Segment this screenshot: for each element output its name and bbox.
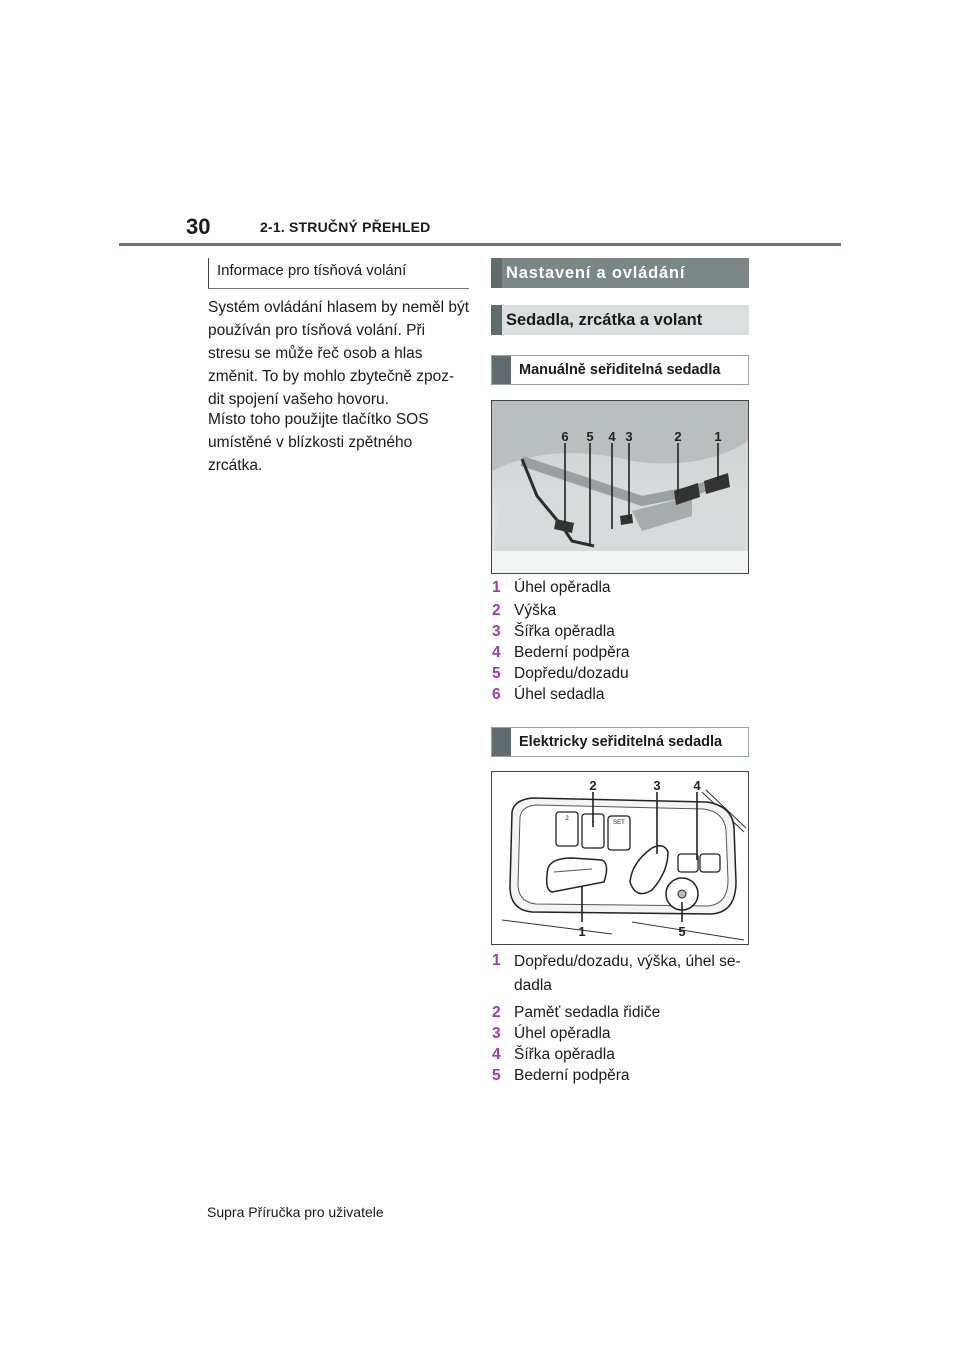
header-rule bbox=[119, 243, 841, 246]
list-item bbox=[491, 1002, 756, 1023]
item-number: 1 bbox=[492, 579, 501, 596]
list-item bbox=[491, 950, 756, 998]
item-text: Dopředu/dozadu, výška, úhel se-dadla bbox=[514, 953, 741, 994]
item-number: 2 bbox=[492, 602, 501, 619]
item-text: Bederní podpěra bbox=[514, 644, 630, 661]
heading-marker bbox=[492, 356, 511, 384]
list-item bbox=[491, 663, 756, 684]
electric-seat-legend bbox=[491, 950, 756, 1086]
fig1-label: 3 bbox=[625, 429, 633, 444]
list-item bbox=[491, 600, 756, 621]
item-number: 5 bbox=[492, 1067, 501, 1084]
item-text: Šířka opěradla bbox=[514, 1046, 615, 1063]
item-text: Šířka opěradla bbox=[514, 623, 615, 640]
fig2-label: 3 bbox=[653, 778, 661, 793]
electric-seats-title: Elektricky seřiditelná sedadla bbox=[519, 734, 723, 750]
item-text: Úhel opěradla bbox=[514, 579, 611, 596]
fig2-label: 2 bbox=[589, 778, 597, 793]
page-number: 30 bbox=[186, 214, 211, 239]
item-text: Úhel opěradla bbox=[514, 1025, 611, 1042]
electric-seat-illustration bbox=[492, 772, 748, 944]
item-text: Bederní podpěra bbox=[514, 1067, 630, 1084]
item-number: 3 bbox=[492, 623, 501, 640]
item-number: 4 bbox=[492, 1046, 501, 1063]
list-item bbox=[491, 1065, 756, 1086]
heading-marker bbox=[492, 728, 511, 756]
item-text: Paměť sedadla řidiče bbox=[514, 1004, 661, 1021]
fig1-label: 4 bbox=[608, 429, 616, 444]
fig1-label: 2 bbox=[674, 429, 682, 444]
fig2-label: 5 bbox=[678, 924, 686, 939]
manual-seat-legend bbox=[491, 577, 756, 705]
manual-seats-title: Manuálně seřiditelná sedadla bbox=[519, 362, 721, 378]
notice-title: Informace pro tísňová volání bbox=[217, 262, 407, 279]
item-number: 3 bbox=[492, 1025, 501, 1042]
item-number: 6 bbox=[492, 686, 501, 703]
sub-heading-bar bbox=[491, 305, 749, 335]
sub-heading: Sedadla, zrcátka a volant bbox=[506, 310, 703, 329]
manual-seat-figure bbox=[491, 400, 749, 574]
electric-seat-figure bbox=[491, 771, 749, 945]
fig1-label: 6 bbox=[561, 429, 569, 444]
page-footer: Supra Příručka pro uživatele bbox=[207, 1204, 384, 1220]
list-item bbox=[491, 577, 756, 598]
item-number: 1 bbox=[492, 952, 501, 969]
item-number: 5 bbox=[492, 665, 501, 682]
item-number: 4 bbox=[492, 644, 501, 661]
notice-paragraph: Systém ovládání hlasem by neměl být používán pro tísňová volání. Při stresu se může řeč osob a hlas změnit. To by mohlo zbytečně zpoz-dit spojení vašeho hovoru. bbox=[208, 299, 470, 408]
fig1-label: 5 bbox=[586, 429, 594, 444]
list-item bbox=[491, 684, 756, 705]
manual-seats-heading bbox=[491, 355, 749, 385]
item-number: 2 bbox=[492, 1004, 501, 1021]
item-text: Dopředu/dozadu bbox=[514, 665, 629, 682]
list-item bbox=[491, 621, 756, 642]
list-item bbox=[491, 642, 756, 663]
main-heading: Nastavení a ovládání bbox=[506, 263, 686, 282]
memory-button-label: SET bbox=[613, 820, 625, 826]
fig1-label: 1 bbox=[714, 429, 722, 444]
electric-seats-heading bbox=[491, 727, 749, 757]
section-header: 2-1. STRUČNÝ PŘEHLED bbox=[260, 219, 431, 235]
memory-button-label: 1 bbox=[591, 818, 595, 824]
memory-button-label: 2 bbox=[565, 816, 569, 822]
fig2-label: 4 bbox=[693, 778, 701, 793]
notice-paragraph: Místo toho použijte tlačítko SOS umístěné v blízkosti zpětného zrcátka. bbox=[208, 411, 429, 474]
manual-seat-illustration bbox=[492, 401, 748, 573]
item-text: Výška bbox=[514, 602, 557, 619]
fig2-label: 1 bbox=[578, 924, 586, 939]
main-heading-bar bbox=[491, 258, 749, 288]
list-item bbox=[491, 1023, 756, 1044]
heading-marker bbox=[491, 305, 502, 335]
item-text: Úhel sedadla bbox=[514, 686, 605, 703]
list-item bbox=[491, 1044, 756, 1065]
heading-marker bbox=[491, 258, 502, 288]
